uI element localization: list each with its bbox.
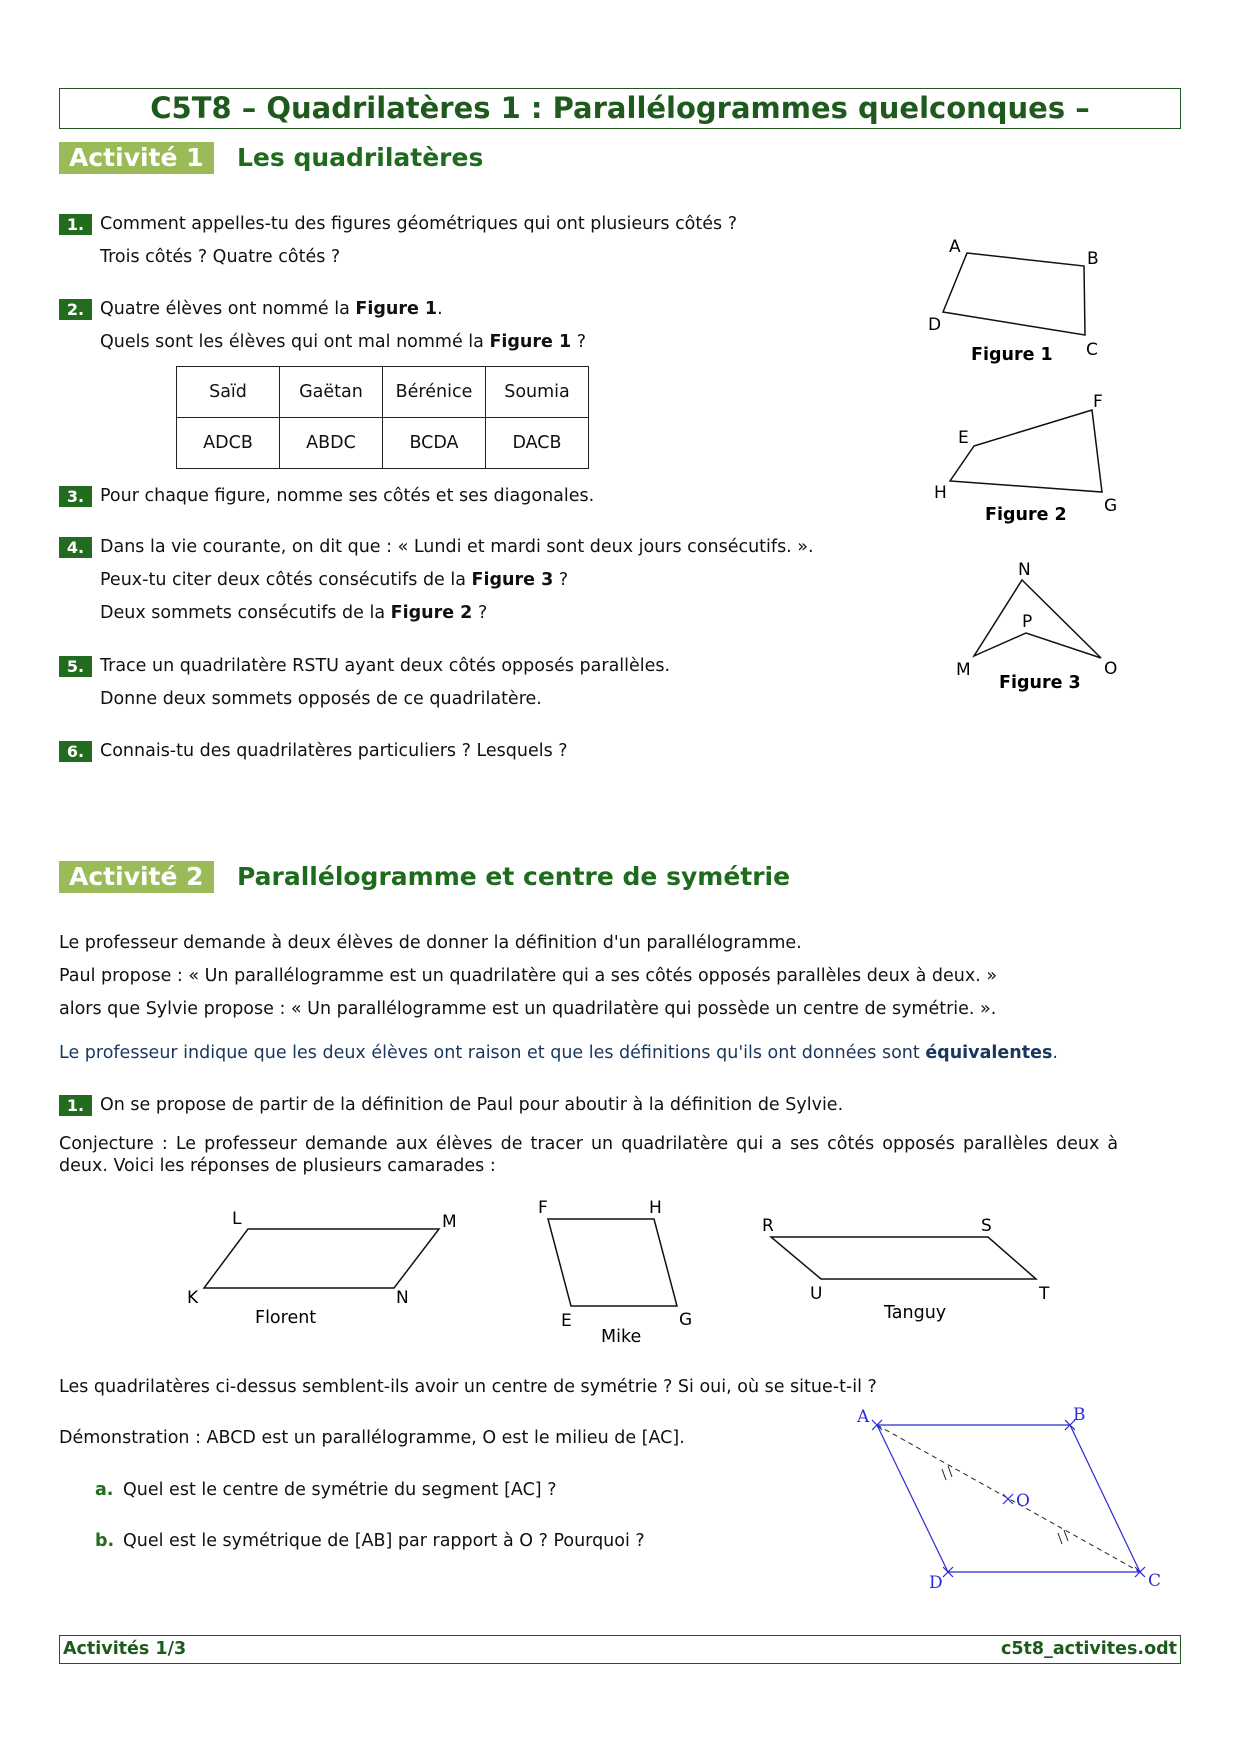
figure-3-label-n: N xyxy=(1018,560,1031,580)
figure-2-caption: Figure 2 xyxy=(985,505,1067,525)
question-2-line2 xyxy=(100,331,586,353)
activity-1-tag: Activité 1 xyxy=(59,142,214,174)
q2-line2-end: ? xyxy=(571,332,587,352)
mike-quadrilateral xyxy=(548,1219,677,1306)
q2-line1-figure: Figure 1 xyxy=(355,299,438,319)
table-row xyxy=(177,418,589,469)
figure-2-label-g: G xyxy=(1104,496,1118,516)
question-5-line2: Donne deux sommets opposés de ce quadrilatère. xyxy=(100,689,542,709)
activity-2-question-1-text: On se propose de partir de la définition de Paul pour aboutir à la définition de Sylvie. xyxy=(100,1095,844,1115)
q2-line1-end: . xyxy=(437,299,443,319)
sub-question-a-text: Quel est le centre de symétrie du segment [AC] ? xyxy=(123,1480,557,1500)
florent-label-l: L xyxy=(232,1209,242,1229)
abcd-label-b: B xyxy=(1073,1405,1086,1425)
paragraph-paul: Paul propose : « Un parallélogramme est un quadrilatère qui a ses côtés opposés parallèles deux à deux. » xyxy=(59,966,998,986)
question-2-line1 xyxy=(100,298,443,320)
question-6-text: Connais-tu des quadrilatères particuliers ? Lesquels ? xyxy=(100,741,568,761)
mike-name: Mike xyxy=(601,1327,642,1347)
page-title: C5T8 – Quadrilatères 1 : Parallélogrammes quelconques – xyxy=(59,88,1181,129)
page-footer xyxy=(59,1635,1181,1664)
tanguy-label-s: S xyxy=(981,1216,992,1236)
activity-1-figures xyxy=(900,220,1140,700)
figure-2-label-h: H xyxy=(934,483,947,503)
symmetry-question: Les quadrilatères ci-dessus semblent-ils avoir un centre de symétrie ? Si oui, où se situe-t-il ? xyxy=(59,1377,877,1397)
figure-1-label-d: D xyxy=(928,315,942,335)
tanguy-quadrilateral xyxy=(771,1237,1036,1279)
question-5-number: 5. xyxy=(59,656,92,677)
q4-line3-text: Deux sommets consécutifs de la xyxy=(100,603,391,623)
teacher-keyword: équivalentes xyxy=(925,1043,1053,1063)
table-cell-name: Saïd xyxy=(177,367,280,418)
student-figures xyxy=(180,1190,1080,1350)
sub-question-b-text: Quel est le symétrique de [AB] par rapport à O ? Pourquoi ? xyxy=(123,1531,645,1551)
activity-2-tag: Activité 2 xyxy=(59,861,214,893)
abcd-label-o: O xyxy=(1016,1491,1030,1511)
florent-name: Florent xyxy=(255,1308,317,1328)
table-cell-answer: DACB xyxy=(486,418,589,469)
sub-question-b-label: b. xyxy=(95,1531,115,1551)
figure-3-label-m: M xyxy=(956,660,971,680)
table-cell-name: Soumia xyxy=(486,367,589,418)
abcd-equal-marks xyxy=(942,1466,1068,1544)
q4-line3-end: ? xyxy=(472,603,488,623)
question-4-line3 xyxy=(100,602,487,624)
mike-label-e: E xyxy=(561,1311,572,1331)
question-4-line2 xyxy=(100,569,568,591)
figure-3-label-o: O xyxy=(1104,659,1118,679)
figure-1-quadrilateral xyxy=(943,253,1085,335)
question-4-line1: Dans la vie courante, on dit que : « Lundi et mardi sont deux jours consécutifs. ». xyxy=(100,537,814,557)
conjecture-line1: Conjecture : Le professeur demande aux élèves de tracer un quadrilatère qui a ses côtés opposés parallèles deux à xyxy=(59,1134,1119,1154)
florent-label-m: M xyxy=(442,1212,457,1232)
question-3-number: 3. xyxy=(59,486,92,507)
figure-2-label-e: E xyxy=(958,428,969,448)
figure-1-label-c: C xyxy=(1086,340,1098,360)
parallelogram-abcd xyxy=(850,1400,1180,1600)
question-1-line1: Comment appelles-tu des figures géométriques qui ont plusieurs côtés ? xyxy=(100,214,737,234)
q4-line3-figure: Figure 2 xyxy=(390,603,473,623)
paragraph-teacher xyxy=(59,1042,1058,1064)
table-cell-answer: ABDC xyxy=(280,418,383,469)
question-1-number: 1. xyxy=(59,214,92,235)
tanguy-label-u: U xyxy=(810,1284,823,1304)
question-5-line1: Trace un quadrilatère RSTU ayant deux côtés opposés parallèles. xyxy=(100,656,671,676)
florent-label-k: K xyxy=(187,1288,199,1308)
conjecture-line2: deux. Voici les réponses de plusieurs camarades : xyxy=(59,1156,496,1176)
q4-line2-end: ? xyxy=(553,570,569,590)
footer-right: c5t8_activites.odt xyxy=(1000,1639,1177,1659)
table-cell-name: Bérénice xyxy=(383,367,486,418)
figure-2-quadrilateral xyxy=(950,410,1102,492)
figure-1-caption: Figure 1 xyxy=(971,345,1053,365)
q4-line2-text: Peux-tu citer deux côtés consécutifs de la xyxy=(100,570,472,590)
abcd-label-c: C xyxy=(1148,1571,1162,1591)
question-2-number: 2. xyxy=(59,299,92,320)
mike-label-g: G xyxy=(679,1310,693,1330)
mike-label-h: H xyxy=(649,1198,662,1218)
question-4-number: 4. xyxy=(59,537,92,558)
naming-table xyxy=(176,366,589,469)
activity-2-question-1-number: 1. xyxy=(59,1095,92,1116)
paragraph-1: Le professeur demande à deux élèves de donner la définition d'un parallélogramme. xyxy=(59,933,802,953)
paragraph-sylvie: alors que Sylvie propose : « Un parallélogramme est un quadrilatère qui possède un centre de symétrie. ». xyxy=(59,999,997,1019)
tanguy-name: Tanguy xyxy=(884,1303,947,1323)
table-cell-answer: ADCB xyxy=(177,418,280,469)
table-cell-answer: BCDA xyxy=(383,418,486,469)
question-6-number: 6. xyxy=(59,741,92,762)
demonstration-text: Démonstration : ABCD est un parallélogramme, O est le milieu de [AC]. xyxy=(59,1428,685,1448)
sub-question-a-label: a. xyxy=(95,1480,114,1500)
florent-label-n: N xyxy=(396,1288,409,1308)
q2-line2-text: Quels sont les élèves qui ont mal nommé la xyxy=(100,332,490,352)
table-cell-name: Gaëtan xyxy=(280,367,383,418)
figure-1-label-b: B xyxy=(1087,249,1099,269)
abcd-label-a: A xyxy=(857,1407,870,1427)
question-1-line2: Trois côtés ? Quatre côtés ? xyxy=(100,247,341,267)
tanguy-label-t: T xyxy=(1039,1284,1050,1304)
q4-line2-figure: Figure 3 xyxy=(471,570,554,590)
abcd-label-d: D xyxy=(929,1573,943,1593)
figure-3-label-p: P xyxy=(1022,612,1033,632)
teacher-text: Le professeur indique que les deux élèves ont raison et que les définitions qu'ils ont données sont xyxy=(59,1043,926,1063)
figure-1-label-a: A xyxy=(949,237,961,257)
table-row xyxy=(177,367,589,418)
figure-3-quadrilateral xyxy=(974,580,1101,658)
tanguy-label-r: R xyxy=(762,1216,774,1236)
activity-2-heading: Parallélogramme et centre de symétrie xyxy=(237,862,791,891)
q2-line1-text: Quatre élèves ont nommé la xyxy=(100,299,356,319)
question-3-text: Pour chaque figure, nomme ses côtés et ses diagonales. xyxy=(100,486,595,506)
mike-label-f: F xyxy=(538,1198,548,1218)
activity-1-heading: Les quadrilatères xyxy=(237,143,484,172)
figure-3-caption: Figure 3 xyxy=(999,673,1081,693)
footer-left: Activités 1/3 xyxy=(63,1639,187,1659)
q2-line2-figure: Figure 1 xyxy=(489,332,572,352)
figure-2-label-f: F xyxy=(1093,392,1103,412)
teacher-end: . xyxy=(1052,1043,1058,1063)
florent-parallelogram xyxy=(204,1229,439,1288)
